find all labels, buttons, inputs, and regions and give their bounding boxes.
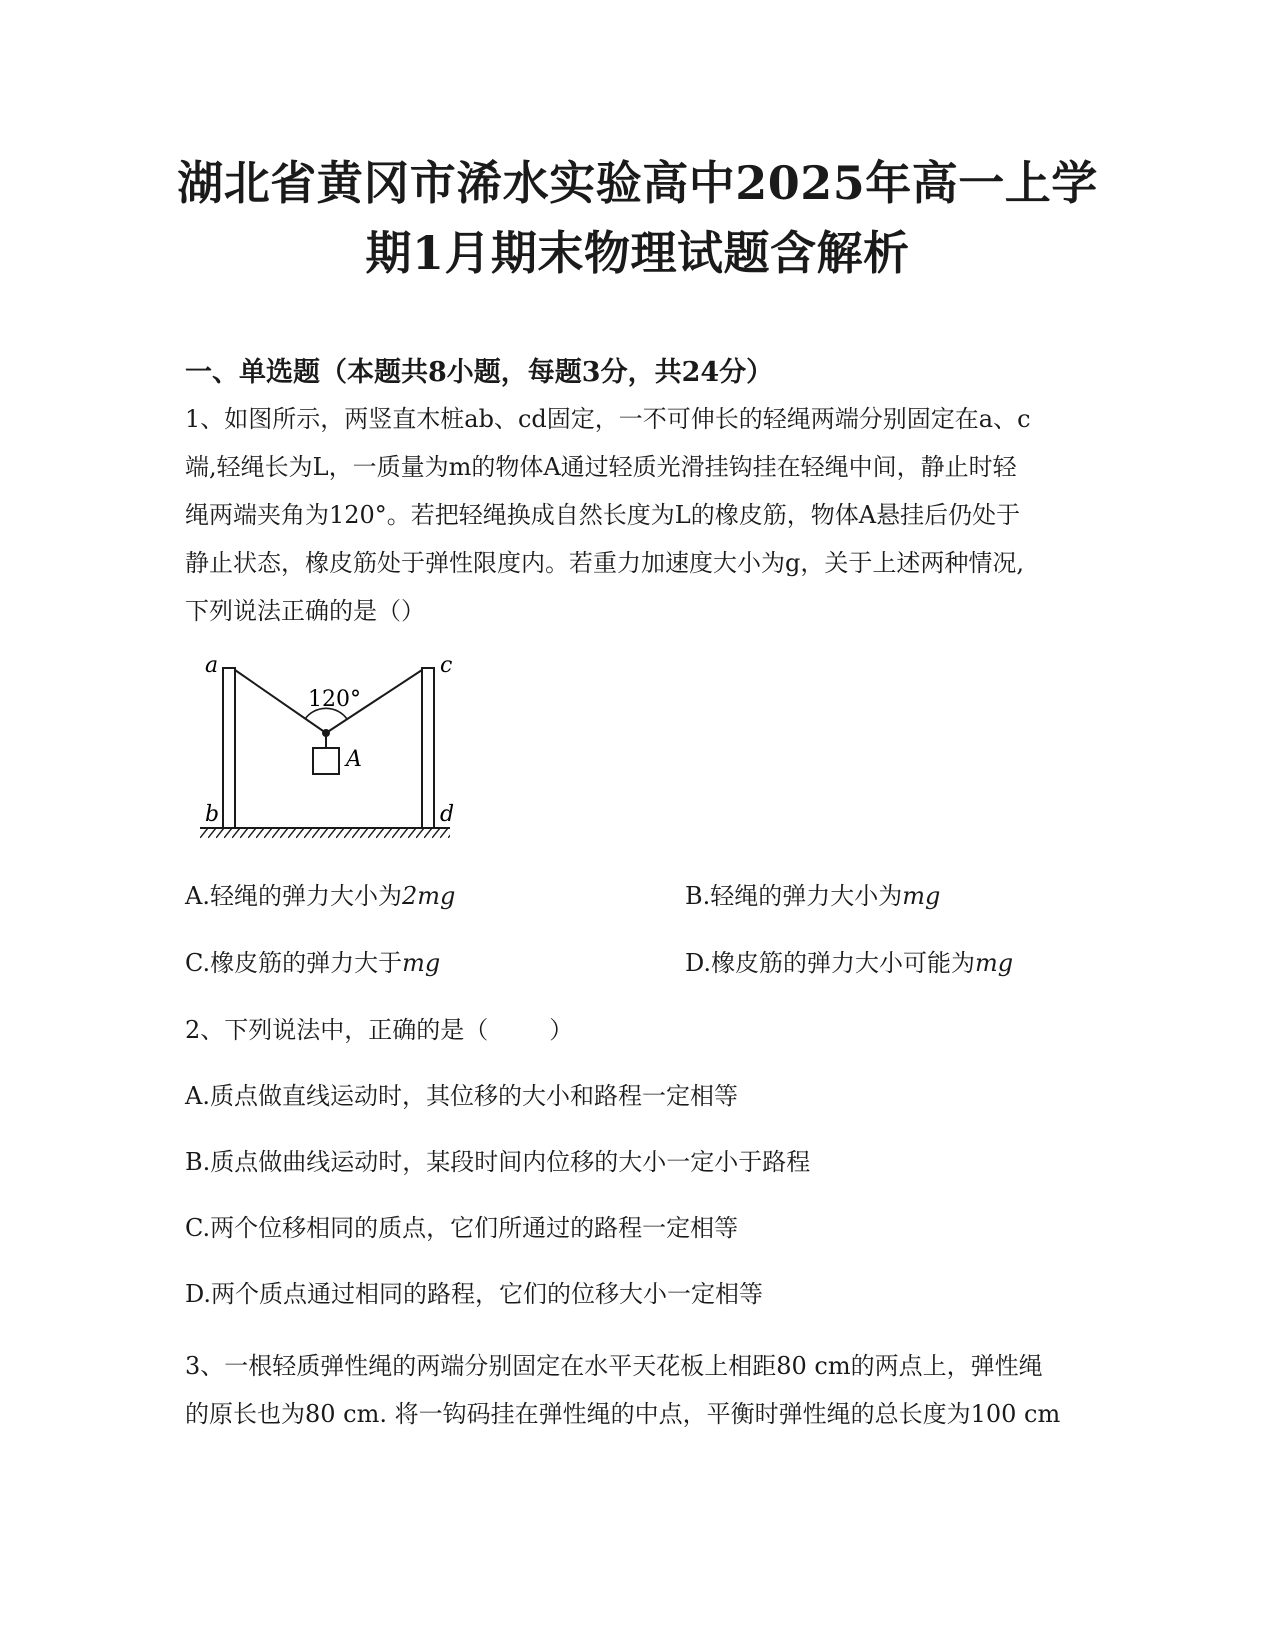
title-line-1: 湖北省黄冈市浠水实验高中2025年高一上学 xyxy=(177,156,1098,210)
q1-line-1 xyxy=(185,395,1085,443)
right-post-cd xyxy=(422,668,434,828)
q3-text-line-2: 的原长也为80 cm. 将一钩码挂在弹性绳的中点，平衡时弹性绳的总长度为100 cm xyxy=(185,1400,1061,1428)
q2-stem: 2、下列说法中，正确的是（ ） xyxy=(185,1016,574,1044)
q1-text-line-4: 静止状态，橡皮筋处于弹性限度内。若重力加速度大小为g，关于上述两种情况, xyxy=(185,549,1024,577)
label-c: c xyxy=(440,653,453,678)
q1-option-A-math: 2mg xyxy=(401,882,456,910)
block-A xyxy=(313,748,339,774)
ground-hatching xyxy=(200,828,450,838)
q2-option-A[interactable]: A.质点做直线运动时，其位移的大小和路程一定相等 xyxy=(185,1082,738,1110)
section-heading: 一、单选题（本题共8小题，每题3分，共24分） xyxy=(185,357,774,388)
q1-option-A-text: A.轻绳的弹力大小为 xyxy=(185,882,402,910)
q1-option-B-text: B.轻绳的弹力大小为 xyxy=(685,882,903,910)
q2-option-D[interactable]: D.两个质点通过相同的路程，它们的位移大小一定相等 xyxy=(185,1280,764,1308)
q1-figure xyxy=(200,653,490,878)
q2-option-B[interactable]: B.质点做曲线运动时，某段时间内位移的大小一定小于路程 xyxy=(185,1148,811,1176)
q1-option-C-text: C.橡皮筋的弹力大于 xyxy=(185,949,403,977)
label-A: A xyxy=(346,747,362,772)
q3-text-line-1: 3、一根轻质弹性绳的两端分别固定在水平天花板上相距80 cm的两点上，弹性绳 xyxy=(185,1352,1043,1380)
angle-label: 120° xyxy=(308,687,361,712)
question-3 xyxy=(185,1342,1065,1438)
label-b: b xyxy=(205,802,220,827)
label-d: d xyxy=(440,802,455,827)
q1-option-D-math: mg xyxy=(975,949,1014,977)
q1-text-line-5: 下列说法正确的是（） xyxy=(185,597,425,625)
q1-option-A[interactable] xyxy=(185,878,455,914)
question-1 xyxy=(185,395,1085,635)
q1-option-C-math: mg xyxy=(402,949,441,977)
q1-option-B-math: mg xyxy=(902,882,941,910)
q1-option-C[interactable] xyxy=(185,945,440,981)
q1-text-line-3: 绳两端夹角为120°。若把轻绳换成自然长度为L的橡皮筋，物体A悬挂后仍处于 xyxy=(185,501,1021,529)
q1-option-D-text: D.橡皮筋的弹力大小可能为 xyxy=(685,949,976,977)
document-title xyxy=(120,148,1155,288)
left-post-ab xyxy=(223,668,235,828)
q1-text-line-2: 端,轻绳长为L，一质量为m的物体A通过轻质光滑挂钩挂在轻绳中间，静止时轻 xyxy=(185,453,1017,481)
title-line-2: 期1月期末物理试题含解析 xyxy=(365,226,910,280)
label-a: a xyxy=(205,653,219,678)
q1-text-line-1: 如图所示，两竖直木桩ab、cd固定，一不可伸长的轻绳两端分别固定在a、c xyxy=(224,405,1031,433)
q1-option-D[interactable] xyxy=(685,945,1013,981)
q1-number: 1、 xyxy=(185,405,225,433)
q1-option-B[interactable] xyxy=(685,878,940,914)
posts-rope-diagram xyxy=(200,653,490,878)
q2-option-C[interactable]: C.两个位移相同的质点，它们所通过的路程一定相等 xyxy=(185,1214,739,1242)
